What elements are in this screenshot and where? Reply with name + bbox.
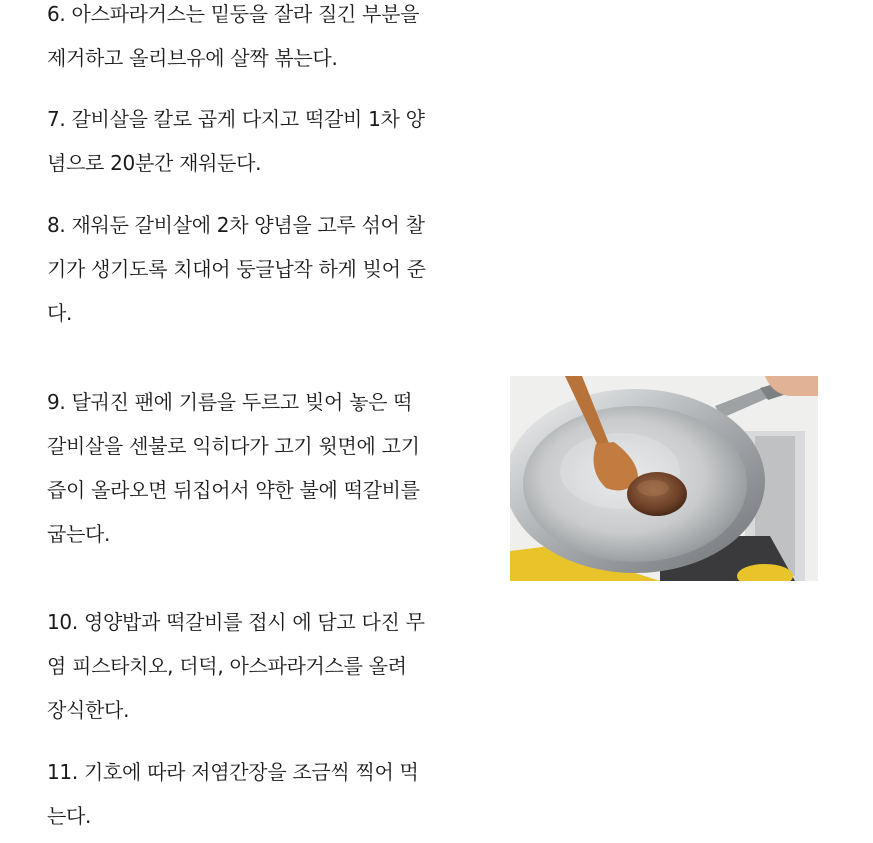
step-11-line-1: 11. 기호에 따라 저염간장을 조금씩 찍어 먹 bbox=[47, 760, 419, 784]
frying-pan-illustration bbox=[510, 376, 818, 581]
step-9-text bbox=[47, 380, 477, 556]
step-9-line-1: 9. 달궈진 팬에 기름을 두르고 빚어 놓은 떡 bbox=[47, 390, 413, 414]
step-10-line-1: 10. 영양밥과 떡갈비를 접시 에 담고 다진 무 bbox=[47, 610, 425, 634]
step-6-line-1: 6. 아스파라거스는 밑둥을 잘라 질긴 부분을 bbox=[47, 2, 420, 26]
step-6-text bbox=[47, 0, 477, 80]
step-6-line-2: 제거하고 올리브유에 살짝 볶는다. bbox=[47, 46, 338, 70]
step-10-text bbox=[47, 600, 477, 732]
step-8-line-3: 다. bbox=[47, 301, 73, 325]
step-11-line-2: 는다. bbox=[47, 804, 92, 828]
step-9-line-3: 즙이 올라오면 뒤집어서 약한 불에 떡갈비를 bbox=[47, 478, 420, 502]
step-7-line-2: 념으로 20분간 재워둔다. bbox=[47, 151, 262, 175]
step-10-line-2: 염 피스타치오, 더덕, 아스파라거스를 올려 bbox=[47, 654, 407, 678]
step-8-line-2: 기가 생기도록 치대어 둥글납작 하게 빚어 준 bbox=[47, 257, 426, 281]
step-8-line-1: 8. 재워둔 갈비살에 2차 양념을 고루 섞어 찰 bbox=[47, 213, 425, 237]
step-9-line-2: 갈비살을 센불로 익히다가 고기 윗면에 고기 bbox=[47, 434, 420, 458]
cooking-photo bbox=[510, 376, 818, 581]
step-11-text bbox=[47, 750, 477, 838]
step-9-line-4: 굽는다. bbox=[47, 522, 111, 546]
step-8-text bbox=[47, 203, 477, 335]
step-10-line-3: 장식한다. bbox=[47, 698, 130, 722]
step-7-line-1: 7. 갈비살을 칼로 곱게 다지고 떡갈비 1차 양 bbox=[47, 107, 425, 131]
step-7-text bbox=[47, 97, 477, 185]
